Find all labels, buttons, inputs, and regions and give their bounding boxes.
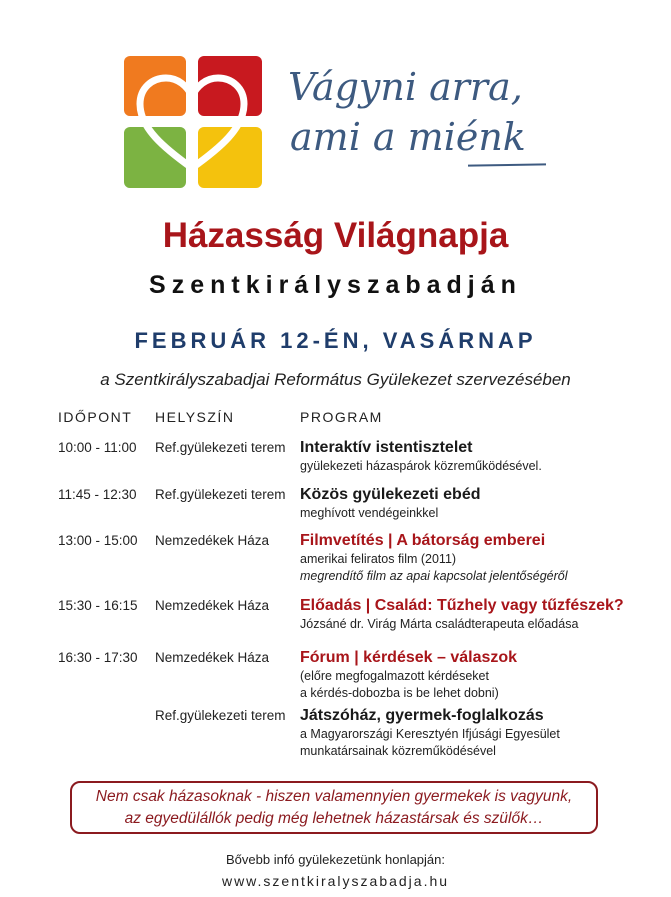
program-detail: munkatársainak közreműködésével: [300, 744, 496, 758]
logo-red-square: [198, 56, 262, 116]
program-detail: a Magyarországi Keresztyén Ifjúsági Egyesület: [300, 727, 560, 741]
row-program: [300, 437, 660, 475]
note-line-1: Nem csak házasoknak - hiszen valamennyien gyermekek is vagyunk,: [95, 788, 573, 805]
slogan-line-2: ami a miénk: [290, 115, 526, 159]
program-title: Filmvetítés | A bátorság emberei: [300, 532, 546, 549]
organizer-line: a Szentkirályszabadjai Református Gyülekezet szervezésében: [100, 370, 571, 389]
program-title: Játszóház, gyermek-foglalkozás: [300, 707, 544, 724]
row-place: Nemzedékek Háza: [155, 598, 270, 613]
heart-cross-logo: [124, 56, 262, 188]
row-place: Nemzedékek Háza: [155, 650, 270, 665]
slogan-line-1: Vágyni arra,: [288, 65, 523, 109]
row-program: [300, 595, 660, 633]
event-title: Házasság Világnapja: [162, 216, 509, 255]
row-place: Nemzedékek Háza: [155, 533, 270, 548]
event-date: FEBRUÁR 12-ÉN, VASÁRNAP: [134, 328, 537, 353]
row-time: 15:30 - 16:15: [58, 598, 138, 613]
row-program: [300, 484, 660, 522]
row-place: Ref.gyülekezeti terem: [155, 440, 286, 455]
row-time: 10:00 - 11:00: [58, 440, 137, 455]
program-detail: meghívott vendégeinkkel: [300, 506, 439, 520]
program-title: Fórum | kérdések – válaszok: [300, 649, 518, 666]
note-line-2: az egyedülállók pedig még lehetnek házastársak és szülők…: [124, 810, 544, 827]
program-detail: megrendítő film az apai kapcsolat jelentőségéről: [300, 569, 568, 583]
row-time: 16:30 - 17:30: [58, 650, 138, 665]
program-title: Előadás | Család: Tűzhely vagy tűzfészek?: [300, 597, 624, 614]
program-detail: amerikai feliratos film (2011): [300, 552, 457, 566]
program-title: Közös gyülekezeti ebéd: [300, 486, 481, 503]
event-location-subtitle: Szentkirályszabadján: [149, 271, 522, 299]
slogan-underline: [468, 163, 546, 166]
row-program: [300, 647, 660, 702]
logo-orange-square: [124, 56, 186, 116]
row-program: [300, 530, 660, 585]
row-time: 11:45 - 12:30: [58, 487, 137, 502]
row-program: [300, 705, 660, 760]
program-detail: a kérdés-dobozba is be lehet dobni): [300, 686, 499, 700]
row-time: 13:00 - 15:00: [58, 533, 138, 548]
header-place: HELYSZÍN: [155, 409, 235, 425]
note-box: [70, 781, 598, 834]
row-place: Ref.gyülekezeti terem: [155, 487, 286, 502]
program-detail: Józsáné dr. Virág Márta családterapeuta előadása: [300, 617, 579, 631]
program-title: Interaktív istentisztelet: [300, 439, 473, 456]
header-time: IDŐPONT: [58, 409, 133, 425]
program-detail: (előre megfogalmazott kérdéseket: [300, 669, 489, 683]
header-program: PROGRAM: [300, 409, 383, 425]
more-info-text: Bővebb infó gyülekezetünk honlapján:: [226, 852, 445, 867]
program-detail: gyülekezeti házaspárok közreműködésével.: [300, 459, 542, 473]
slogan: [288, 62, 548, 162]
website-link[interactable]: www.szentkiralyszabadja.hu: [221, 873, 450, 889]
row-place: Ref.gyülekezeti terem: [155, 708, 286, 723]
